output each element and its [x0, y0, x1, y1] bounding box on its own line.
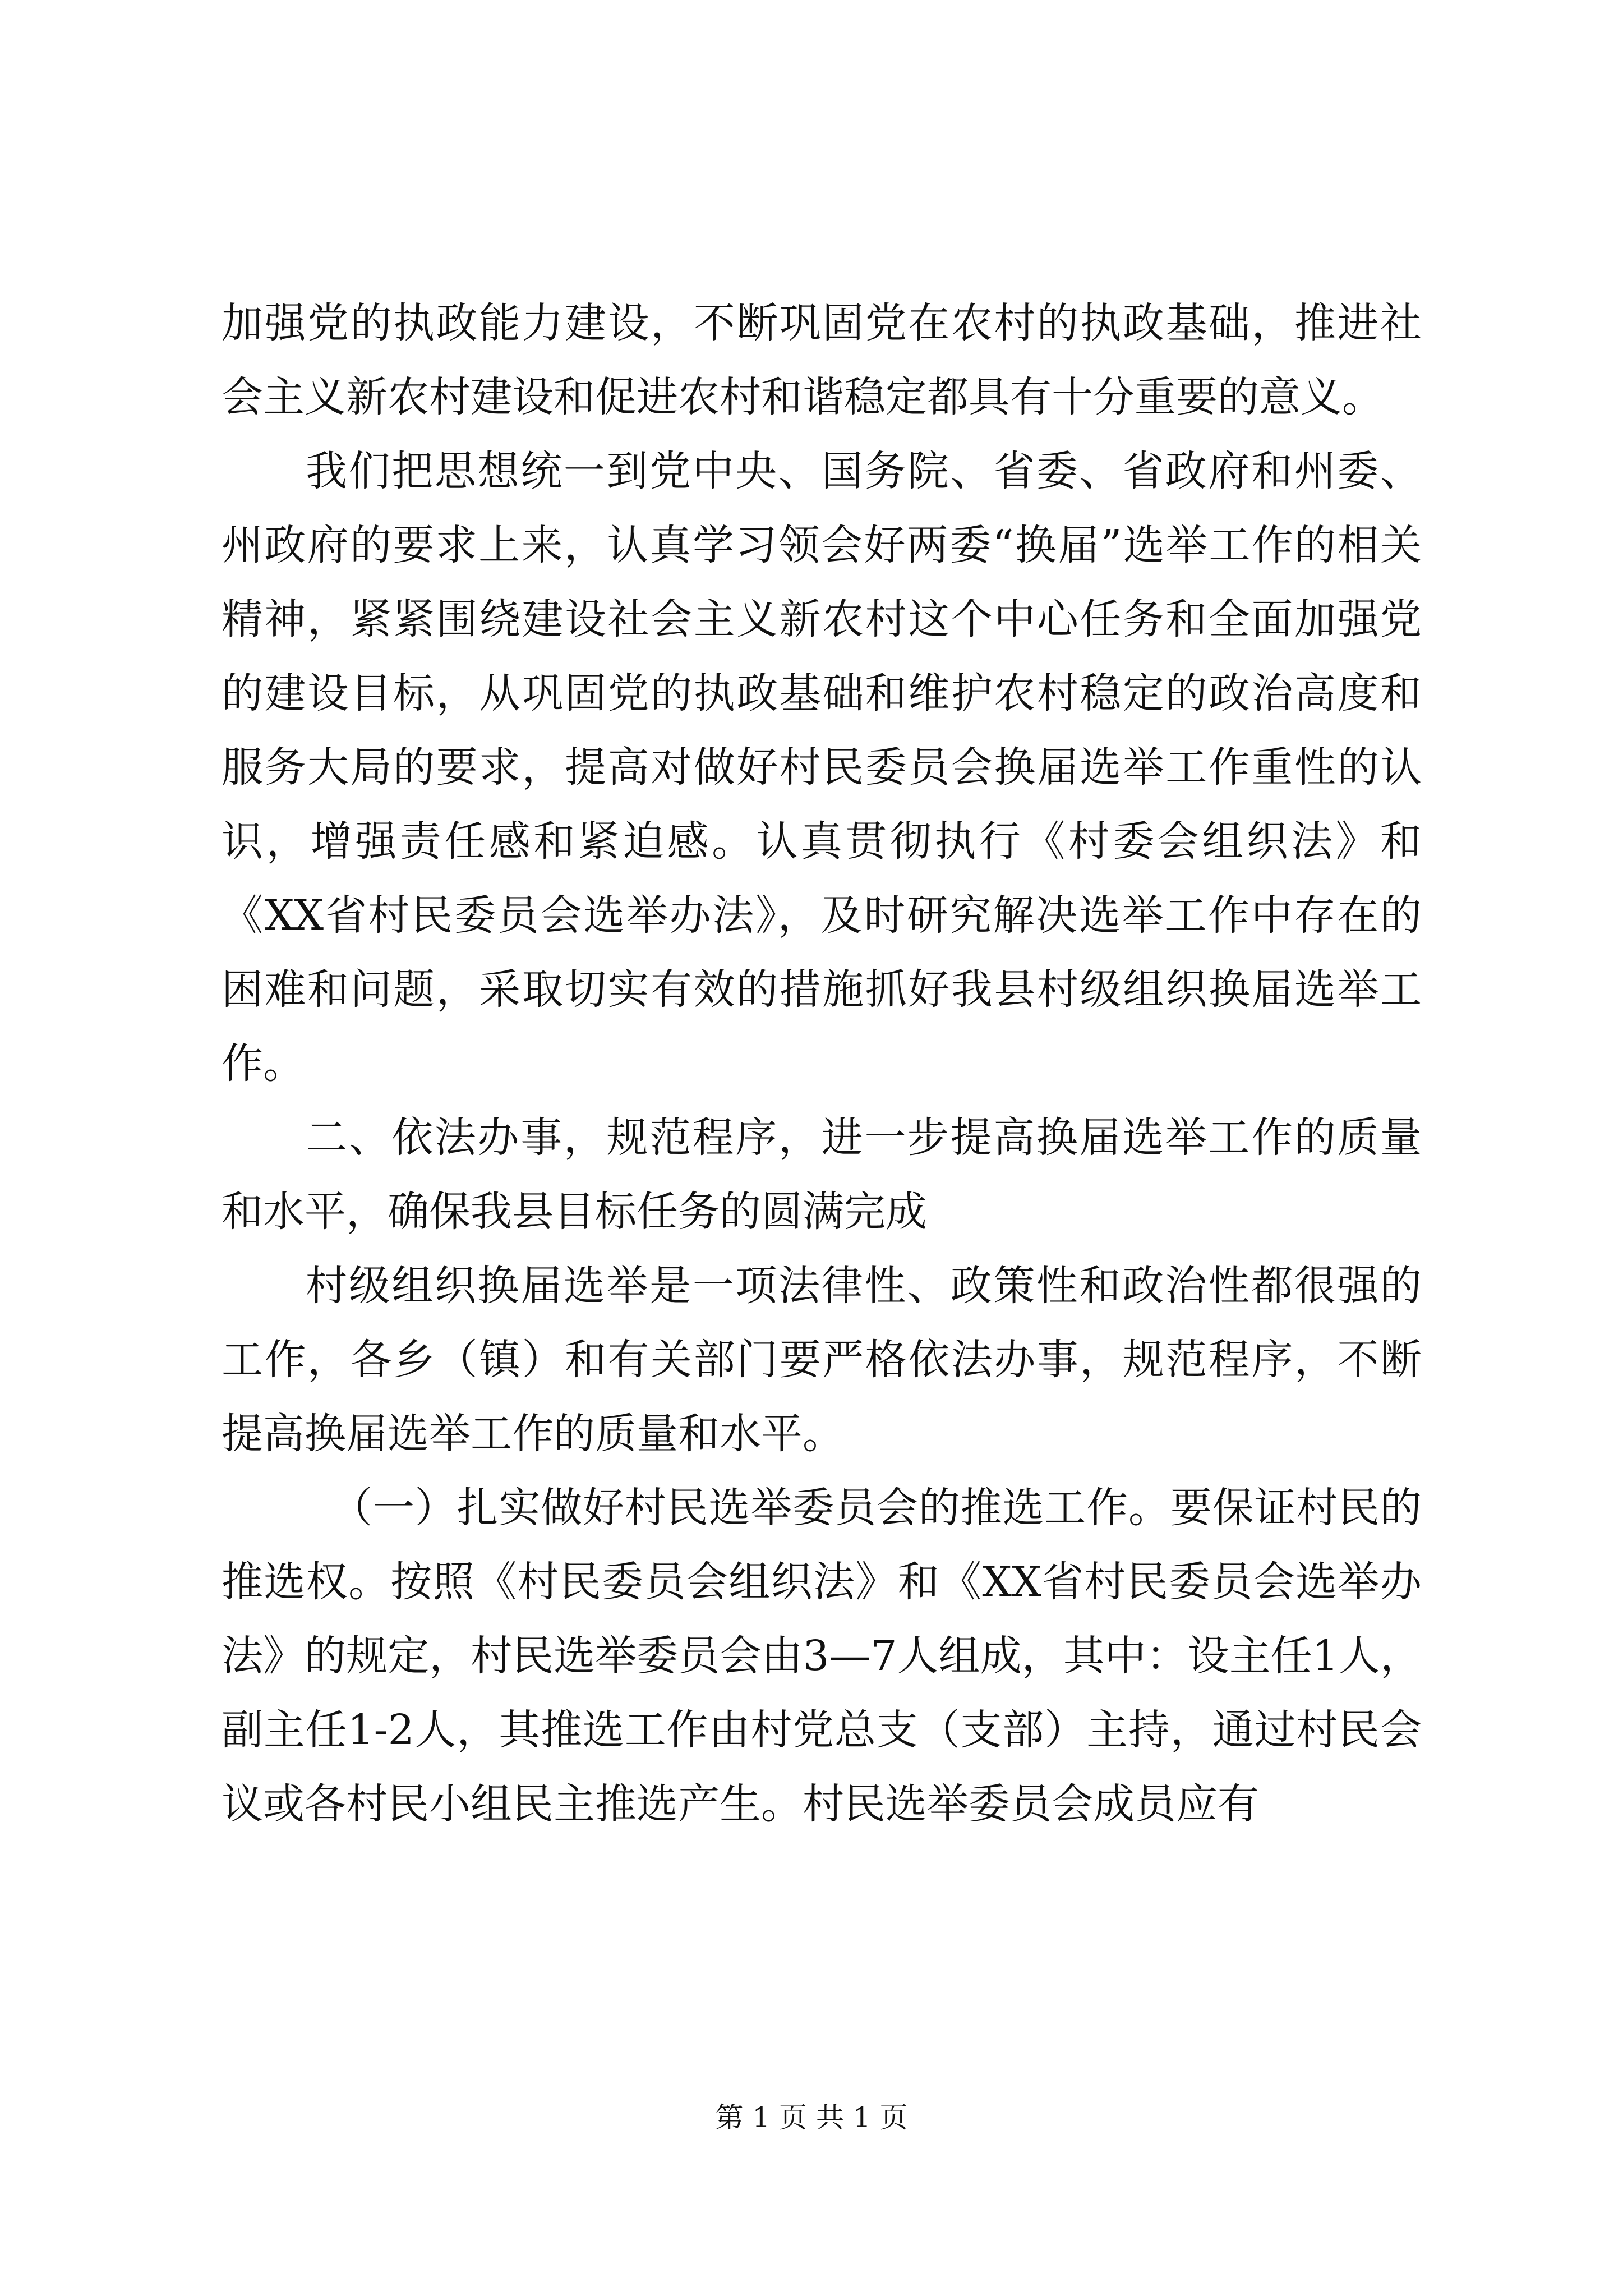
page-footer: 第 1 页 共 1 页 — [715, 2101, 908, 2134]
paragraph-subsection-1: （一）扎实做好村民选举委员会的推选工作。要保证村民的推选权。按照《村民委员会组织法》和《XX省村民委员会选举办法》的规定，村民选举委员会由3—7人组成，其中：设主任1人，副主任1-2人，其推选工作由村党总支（支部）主持，通过村民会议或各村民小组民主推选产生。村民选举委员会成员应有 — [222, 1484, 1422, 1828]
paragraph-continuation: 加强党的执政能力建设，不断巩固党在农村的执政基础，推进社会主义新农村建设和促进农村和谐稳定都具有十分重要的意义。 — [222, 299, 1422, 421]
paragraph-ideology: 我们把思想统一到党中央、国务院、省委、省政府和州委、州政府的要求上来，认真学习领会好两委“换届”选举工作的相关精神，紧紧围绕建设社会主义新农村这个中心任务和全面加强党的建设目标，从巩固党的执政基础和维护农村稳定的政治高度和服务大局的要求，提高对做好村民委员会换届选举工作重性的认识，增强责任感和紧迫感。认真贯彻执行《村委会组织法》和《XX省村民委员会选举办法》，及时研究解决选举工作中存在的困难和问题，采取切实有效的措施抓好我县村级组织换届选举工作。 — [222, 447, 1422, 1088]
paragraph-election-intro: 村级组织换届选举是一项法律性、政策性和政治性都很强的工作，各乡（镇）和有关部门要严格依法办事，规范程序，不断提高换届选举工作的质量和水平。 — [222, 1262, 1422, 1458]
document-body — [222, 286, 1422, 1841]
section-heading-2: 二、依法办事，规范程序，进一步提高换届选举工作的质量和水平，确保我县目标任务的圆满完成 — [222, 1114, 1422, 1236]
